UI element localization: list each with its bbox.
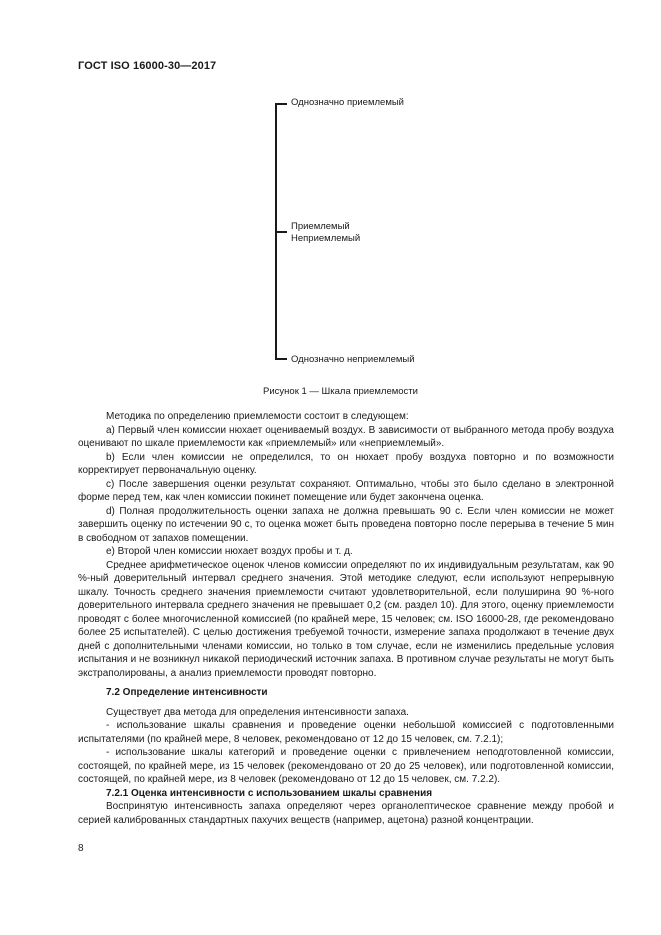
paragraph: Воспринятую интенсивность запаха определяют через органолептическое сравнение между пробой и серией калиброванных стандартных пахучих веществ (например, ацетона) разной концентрации. xyxy=(78,801,614,826)
figure-caption xyxy=(0,386,661,397)
list-item: a) Первый член комиссии нюхает оцениваемый воздух. В зависимости от выбранного метода пробу воздуха оценивают по шкале приемлемости как «приемлемый» или «неприемлемый». xyxy=(78,424,614,449)
scale-tick-middle xyxy=(276,231,287,233)
paragraph: Методика по определению приемлемости состоит в следующем: xyxy=(106,411,409,422)
list-item: c) После завершения оценки результат сохраняют. Оптимально, чтобы это было сделано в электронной форме перед тем, как член комиссии покинет помещение или будет закончена оценка. xyxy=(78,478,614,503)
scale-label-top: Однозначно приемлемый xyxy=(291,97,404,108)
section-heading-7-2-1: 7.2.1 Оценка интенсивности с использованием шкалы сравнения xyxy=(106,787,433,799)
list-item: - использование шкалы сравнения и проведение оценки небольшой комиссией с подготовленными испытателями (по крайней мере, 8 человек, рекомендовано от 12 до 15 человек, см. 7.2.1); xyxy=(78,720,614,745)
scale-tick-top xyxy=(276,103,287,105)
list-item: d) Полная продолжительность оценки запаха не должна превышать 90 с. Если член комиссии не может завершить оценку по истечении 90 с, то оценка может быть проведена повторно после перерыва в течение 5 мин в свободном от запахов помещении. xyxy=(78,505,614,544)
document-header: ГОСТ ISO 16000-30—2017 xyxy=(78,60,217,72)
scale-label-unacceptable: Неприемлемый xyxy=(291,233,361,244)
list-item: e) Второй член комиссии нюхает воздух пробы и т. д. xyxy=(106,546,353,557)
figure-caption-text: Рисунок 1 — Шкала приемлемости xyxy=(263,386,418,397)
scale-label-acceptable: Приемлемый xyxy=(291,221,350,232)
section-heading-7-2: 7.2 Определение интенсивности xyxy=(106,687,268,698)
paragraph: Среднее арифметическое оценок членов комиссии определяют по их индивидуальным результатам, как 90 %-ный доверительный интервал среднего значения. Этой методике следуют, если используют непрерывную шкалу. Точность среднего значения приемлемости считают удовлетворительной, если полуширина 90 %-ного доверительного интервала среднего значения не превышает 0,2 (см. раздел 10). Для этого, оценку приемлемости проводят с более многочисленной комиссией (по крайней мере, 15 человек; см. ISO 16000-28, где рекомендовано более 25 испытателей). С целью достижения требуемой точности, измерение запаха продолжают в течение двух дней с дополнительными членами комиссии, но только в том случае, если не изменились предельные условия испытания и не возникнул никакой периодический источник запаха. В противном случае результаты не могут быть экстраполированы, а анализ приемлемости проводят повторно. xyxy=(78,559,614,679)
paragraph: Существует два метода для определения интенсивности запаха. xyxy=(106,706,409,718)
list-item: b) Если член комиссии не определился, то он нюхает пробу воздуха повторно и по возможности корректирует первоначальную оценку. xyxy=(78,451,614,476)
scale-label-bottom: Однозначно неприемлемый xyxy=(291,354,415,365)
body-text xyxy=(78,410,614,827)
list-item: - использование шкалы категорий и проведение оценки с привлечением неподготовленной комиссии, состоящей, по крайней мере, из 15 человек (рекомендовано от 20 до 25 человек), или подготовленной комиссии, состоящей, по крайней мере, из 8 человек (рекомендовано от 12 до 15 человек, см. 7.2.2). xyxy=(78,747,614,785)
scale-tick-bottom xyxy=(276,358,287,360)
page-number: 8 xyxy=(78,843,84,854)
